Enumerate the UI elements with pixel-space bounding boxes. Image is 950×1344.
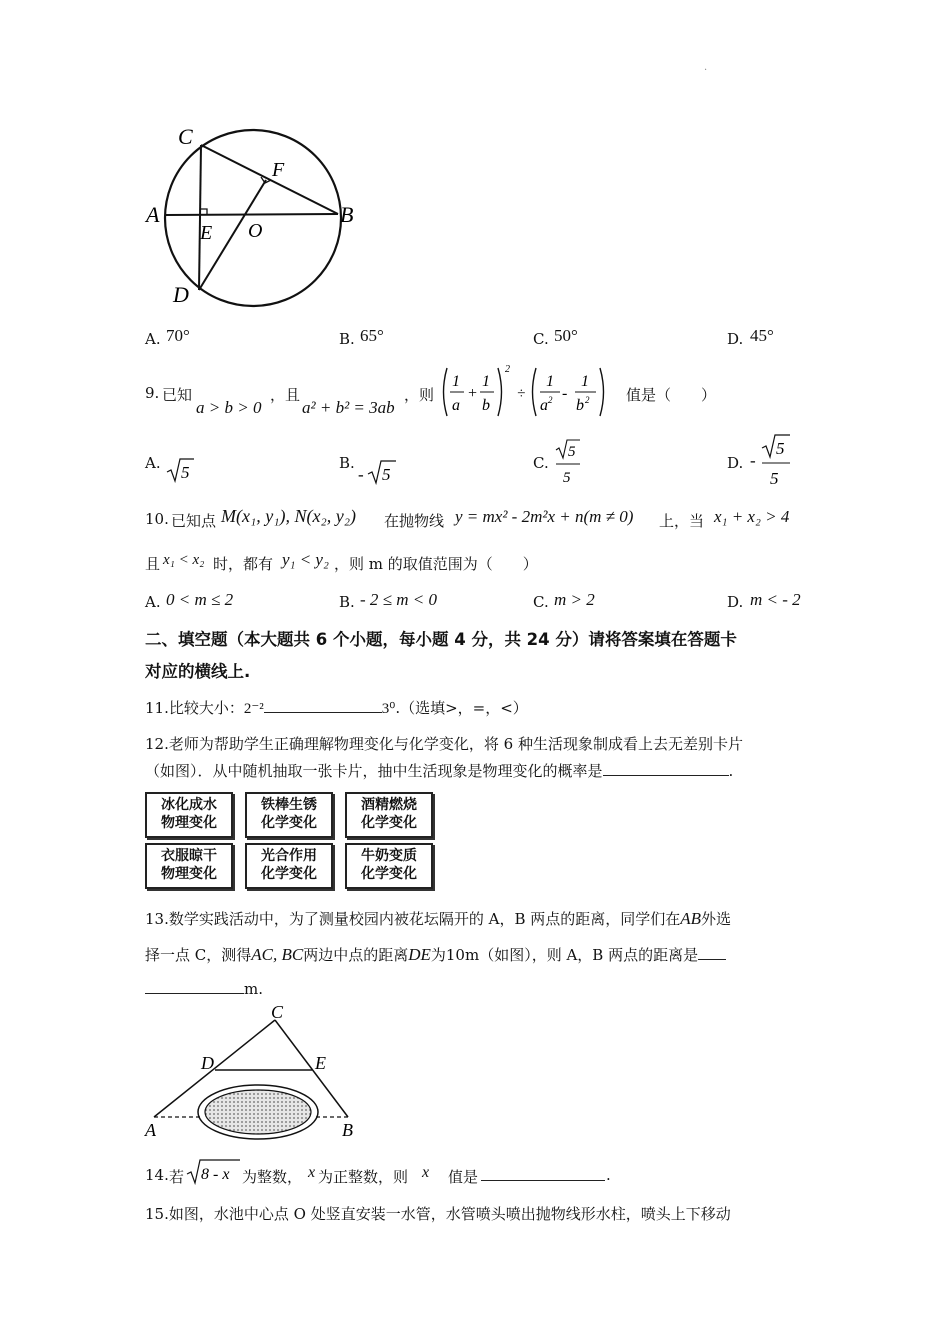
label-c: C bbox=[271, 1002, 284, 1022]
card bbox=[245, 792, 333, 838]
q9-option-d-letter: D. bbox=[727, 454, 744, 472]
svg-text:-: - bbox=[562, 385, 568, 402]
card bbox=[245, 843, 333, 889]
card-bottom: 化学变化 bbox=[261, 866, 317, 882]
q11-right: 3⁰ bbox=[381, 701, 396, 717]
label-a: A bbox=[145, 1120, 156, 1140]
q13-answer-blank-part2[interactable] bbox=[145, 979, 244, 994]
q9-option-c-letter: C. bbox=[533, 454, 549, 472]
q11-number: 11. bbox=[145, 699, 169, 717]
svg-text:1: 1 bbox=[546, 373, 554, 390]
q8-option-c-letter: C. bbox=[533, 330, 549, 348]
q11 bbox=[145, 697, 528, 718]
q9-mid1: ，且 bbox=[270, 386, 301, 404]
card-top: 铁棒生锈 bbox=[261, 797, 317, 813]
card bbox=[145, 843, 233, 889]
q12-line2 bbox=[145, 760, 733, 781]
q10-line1-c: 上，当 bbox=[659, 512, 705, 530]
q15-text: 如图，水池中心点 O 处竖直安装一水管，水管喷头喷出抛物线形水柱，喷头上下移动 bbox=[168, 1205, 731, 1223]
q13-line3-end: m. bbox=[244, 980, 263, 998]
q10-line2-b: 时，都有 bbox=[213, 555, 274, 573]
diameter-ab bbox=[166, 214, 338, 215]
q9-mid2: ，则 bbox=[404, 386, 435, 404]
q15-number: 15. bbox=[145, 1205, 169, 1223]
q13-answer-blank-part1[interactable] bbox=[698, 945, 726, 960]
chord-cd bbox=[199, 145, 201, 290]
card-bottom: 化学变化 bbox=[361, 866, 417, 882]
card bbox=[145, 792, 233, 838]
q10-option-a-value: 0 < m ≤ 2 bbox=[166, 590, 234, 609]
q9-option-d-value bbox=[748, 432, 794, 488]
card-top: 光合作用 bbox=[261, 848, 317, 864]
q10-line1-a: 已知点 bbox=[171, 512, 217, 530]
q14-radicand: 8 - x bbox=[201, 1166, 230, 1183]
circle-figure bbox=[140, 118, 370, 310]
q9-expression bbox=[438, 362, 613, 424]
label-c: C bbox=[178, 124, 193, 149]
q10-option-b-letter: B. bbox=[339, 593, 355, 611]
q14-number: 14. bbox=[145, 1166, 169, 1184]
q13-line1-a: 数学实践活动中，为了测量校园内被花坛隔开的 A，B 两点的距离，同学们在 bbox=[168, 910, 681, 928]
q12-line1-text: 老师为帮助学生正确理解物理变化与化学变化，将 6 种生活现象制成看上去无差别卡片 bbox=[168, 735, 743, 753]
section2-heading-line2: 对应的横线上. bbox=[145, 662, 251, 681]
q14-radical bbox=[186, 1158, 242, 1186]
svg-text:a: a bbox=[540, 397, 548, 414]
q11-text-a: 比较大小： bbox=[168, 699, 244, 717]
q12-line2-text: （如图）．从中随机抽取一张卡片，抽中生活现象是物理变化的概率是 bbox=[145, 762, 603, 780]
q10-points: M(x₁, y₁), N(x₂, y₂) bbox=[221, 506, 356, 526]
svg-text:b: b bbox=[576, 397, 584, 414]
q13-de: DE bbox=[408, 945, 431, 964]
q10-option-c-value: m > 2 bbox=[554, 590, 595, 609]
svg-text:+: + bbox=[467, 385, 478, 402]
q10-cond: x₁ + x₂ > 4 bbox=[714, 507, 790, 526]
svg-text:5: 5 bbox=[563, 470, 571, 486]
svg-text:a: a bbox=[452, 397, 460, 414]
svg-text:5: 5 bbox=[770, 469, 779, 488]
q8-option-c-value: 50° bbox=[554, 326, 578, 345]
q14-answer-blank[interactable] bbox=[481, 1166, 605, 1181]
q12-line1 bbox=[145, 733, 743, 754]
q8-option-d-value: 45° bbox=[750, 326, 774, 345]
section2-heading-line1: 二、填空题（本大题共 6 个小题，每小题 4 分，共 24 分）请将答案填在答题卡 bbox=[145, 630, 737, 649]
q14-end: . bbox=[606, 1166, 611, 1184]
q9-option-b-value bbox=[356, 458, 400, 486]
label-b: B bbox=[340, 202, 354, 227]
svg-text:1: 1 bbox=[581, 373, 589, 390]
card-bottom: 物理变化 bbox=[161, 815, 217, 831]
q10-number: 10. bbox=[145, 510, 169, 528]
card bbox=[345, 792, 433, 838]
card-top: 牛奶变质 bbox=[361, 848, 417, 864]
svg-text:2: 2 bbox=[548, 395, 553, 405]
svg-text:÷: ÷ bbox=[517, 386, 526, 402]
q13-line3 bbox=[145, 979, 263, 998]
q14-x: x bbox=[308, 1164, 316, 1181]
chord-cb bbox=[201, 145, 338, 214]
label-f: F bbox=[272, 159, 285, 181]
svg-text:5: 5 bbox=[181, 463, 190, 482]
svg-text:5: 5 bbox=[776, 439, 785, 458]
q10-option-b-value: - 2 ≤ m < 0 bbox=[360, 590, 437, 609]
flowerbed-inner bbox=[205, 1090, 311, 1134]
q9-number: 9. bbox=[145, 384, 160, 402]
q14-text-b: 为整数， bbox=[242, 1168, 303, 1186]
card-top: 衣服晾干 bbox=[161, 848, 217, 864]
q13-number: 13. bbox=[145, 910, 169, 928]
svg-text:5: 5 bbox=[382, 465, 391, 484]
q10-option-c-letter: C. bbox=[533, 593, 549, 611]
label-e: E bbox=[315, 1053, 326, 1073]
q10-line1-b: 在抛物线 bbox=[384, 512, 445, 530]
q12-line2-end: . bbox=[728, 762, 734, 780]
corner-mark: . bbox=[704, 62, 708, 73]
q8-option-b-letter: B. bbox=[339, 330, 355, 348]
card-bottom: 化学变化 bbox=[261, 815, 317, 831]
q9-option-a-letter: A. bbox=[145, 454, 161, 472]
svg-text:-: - bbox=[358, 465, 364, 484]
svg-text:2: 2 bbox=[505, 364, 510, 375]
q10-cond3: y₁ < y₂ bbox=[282, 550, 329, 569]
q10-option-d-value: m < - 2 bbox=[750, 590, 801, 609]
q8-option-d-letter: D. bbox=[727, 330, 744, 348]
q13-line2 bbox=[145, 944, 726, 965]
svg-text:5: 5 bbox=[568, 444, 576, 460]
q9-cond1: a > b > 0 bbox=[196, 398, 262, 417]
svg-text:-: - bbox=[750, 451, 756, 470]
q11-left: 2⁻² bbox=[243, 701, 264, 717]
card-bottom: 物理变化 bbox=[161, 866, 217, 882]
card bbox=[345, 843, 433, 889]
q8-option-a-value: 70° bbox=[166, 326, 190, 345]
label-b: B bbox=[342, 1120, 353, 1140]
q11-answer-blank[interactable] bbox=[264, 698, 382, 713]
label-e: E bbox=[200, 222, 213, 244]
q10-line2-c: ，则 m 的取值范围为（ ） bbox=[334, 555, 538, 573]
svg-text:b: b bbox=[482, 397, 490, 414]
q14-x2: x bbox=[422, 1164, 430, 1181]
q9-tail: 值是（ ） bbox=[626, 386, 717, 404]
q13-line2-c: 为10m（如图），则 A，B 两点的距离是 bbox=[430, 946, 699, 964]
circle-o bbox=[165, 130, 341, 306]
q10-parabola: y = mx² - 2m²x + n(m ≠ 0) bbox=[455, 507, 634, 526]
q9-option-c-value bbox=[554, 438, 586, 488]
q14-text-d: 值是 bbox=[448, 1168, 479, 1186]
q10-option-a-letter: A. bbox=[145, 593, 161, 611]
q13-line1 bbox=[145, 908, 731, 929]
q13-line2-b: 两边中点的距离 bbox=[303, 946, 409, 964]
q9-option-b-letter: B. bbox=[339, 454, 355, 472]
q10-option-d-letter: D. bbox=[727, 593, 744, 611]
q8-option-b-value: 65° bbox=[360, 326, 384, 345]
q13-acbc: AC, BC bbox=[251, 945, 304, 964]
q13-line2-a: 择一点 C，测得 bbox=[145, 946, 252, 964]
svg-text:1: 1 bbox=[452, 373, 460, 390]
q11-text-b: .（选填>，=，<） bbox=[395, 699, 528, 717]
q12-answer-blank[interactable] bbox=[603, 761, 729, 776]
label-o: O bbox=[248, 220, 263, 242]
q10-line2-a: 且 bbox=[145, 555, 161, 573]
svg-text:1: 1 bbox=[482, 373, 490, 390]
q14-text-a: 若 bbox=[169, 1168, 185, 1186]
q13-ab: AB bbox=[680, 909, 702, 928]
q9-intro: 已知 bbox=[162, 386, 193, 404]
card-top: 冰化成水 bbox=[161, 797, 217, 813]
card-bottom: 化学变化 bbox=[361, 815, 417, 831]
q8-option-a-letter: A. bbox=[145, 330, 161, 348]
q9-cond2: a² + b² = 3ab bbox=[302, 398, 395, 417]
card-top: 酒精燃烧 bbox=[361, 797, 417, 813]
label-d: D bbox=[201, 1053, 214, 1073]
triangle-figure bbox=[140, 1000, 370, 1146]
q12-number: 12. bbox=[145, 735, 169, 753]
q15-line1 bbox=[145, 1203, 731, 1224]
svg-text:2: 2 bbox=[585, 395, 590, 405]
label-a: A bbox=[146, 202, 160, 227]
label-d: D bbox=[173, 282, 189, 307]
q13-line1-b: 外选 bbox=[701, 910, 732, 928]
q14-text-c: 为正整数，则 bbox=[318, 1168, 409, 1186]
q9-option-a-value bbox=[166, 456, 196, 484]
q10-cond2: x₁ < x₂ bbox=[163, 552, 205, 568]
